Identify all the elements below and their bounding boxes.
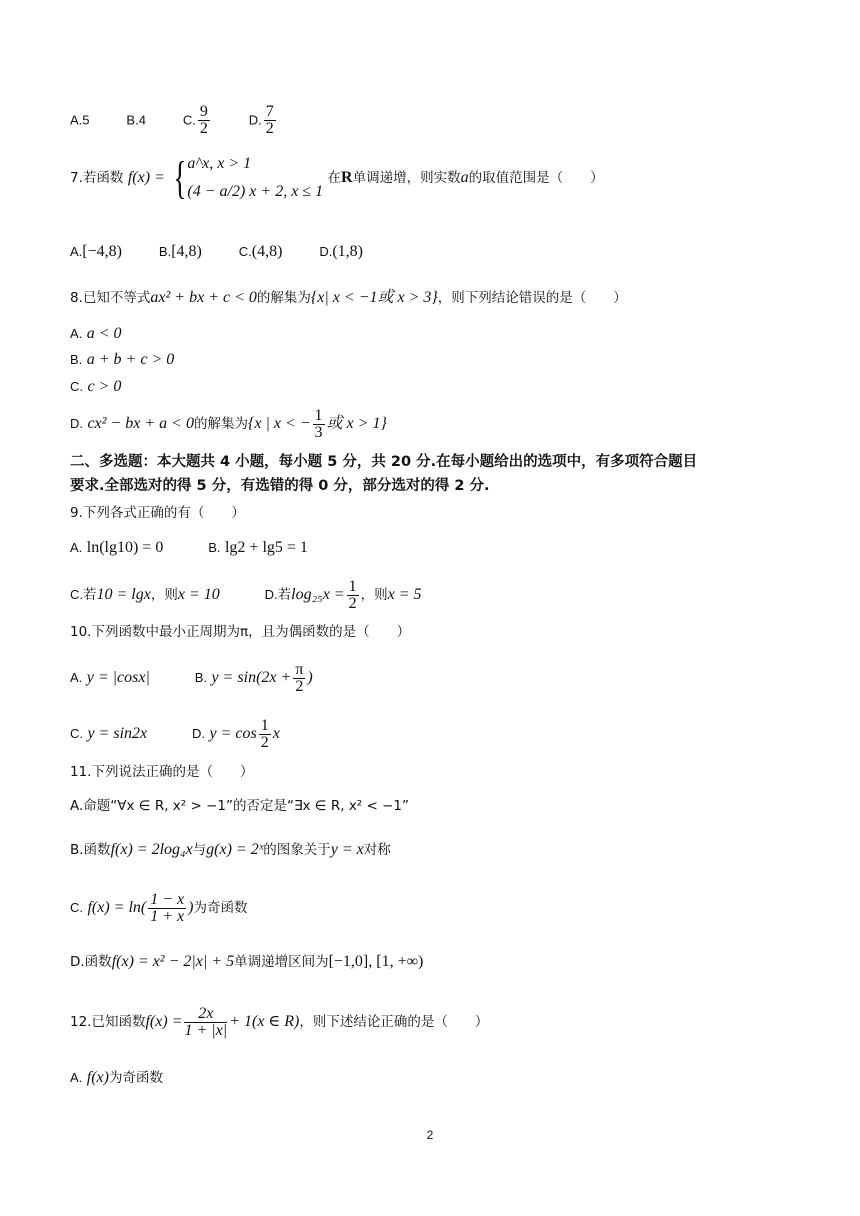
q9-option-a: ln(lg10) = 0 xyxy=(86,539,164,556)
q6-option-b: B.4 xyxy=(126,112,146,128)
q8-option-d: D. cx² − bx + a < 0的解集为{x | x < − $\frac{1}{3}$ 或 x > 1} xyxy=(70,406,387,441)
page-number: 2 xyxy=(426,1128,434,1142)
q7-stem: 7.若函数 f(x) = { a^x, x > 1 (4 − a/2) x + 2, x ≤ 1 在R单调递增，则实数a的取值范围是（ ） xyxy=(70,150,604,206)
q9-stem: 9.下列各式正确的有（ ） xyxy=(70,505,245,521)
q8-option-a: A. a < 0 xyxy=(70,325,122,342)
q6-options: A.5 B.4 C. $\frac{9}{2}$ D. $\frac{7}{2}$ xyxy=(70,103,274,137)
q12-stem: 12.已知函数f(x) = $\frac{2x}{1 + |x|}$ + 1(x ∈ R)，则下述结论正确的是（ ） xyxy=(70,1004,489,1039)
q6-option-d: $\frac{7}{2}$ xyxy=(265,103,274,137)
q7-piecewise: a^x, x > 1 (4 − a/2) x + 2, x ≤ 1 xyxy=(187,155,324,200)
q7-brace: { xyxy=(173,152,187,203)
q8-option-c: C. c > 0 xyxy=(70,378,122,395)
q9-options-ab: A. ln(lg10) = 0 B. lg2 + lg5 = 1 xyxy=(70,539,308,556)
q7-options: A.[−4,8) B.[4,8) C.(4,8) D.(1,8) xyxy=(70,243,363,260)
section-heading: 二、多选题：本大题共 4 小题，每小题 5 分，共 20 分.在每小题给出的选项中，有多项符合题目 要求.全部选对的得 5 分，有选错的得 0 分，部分选对的得 2 分. xyxy=(70,454,698,494)
q12-option-a: A. f(x)为奇函数 xyxy=(70,1069,163,1086)
q9-option-b: lg2 + lg5 = 1 xyxy=(224,539,308,556)
q7-option-c: (4,8) xyxy=(251,243,283,260)
q7-option-d: (1,8) xyxy=(332,243,363,260)
q10-option-a: y = |cosx| xyxy=(86,669,150,686)
q10-options-cd: C. y = sin2x D. y = cos $\frac{1}{2}$ x xyxy=(70,716,280,751)
q11-option-c: C. f(x) = ln( $\frac{1 - x}{1 + x}$ )为奇函数 xyxy=(70,890,248,925)
q10-stem: 10.下列函数中最小正周期为π，且为偶函数的是（ ） xyxy=(70,624,411,640)
q11-option-d: D.函数f(x) = x² − 2|x| + 5单调递增区间为[−1,0], [1, +∞) xyxy=(70,953,424,970)
q11-option-a: A.命题“∀x ∈ R, x² > −1”的否定是“∃x ∈ R, x² < −1” xyxy=(70,798,410,814)
q9-options-cd: C.若10 = lgx，则x = 10 D.若log₂₅x = $\frac{1}{2}$ ，则x = 5 xyxy=(70,577,422,612)
q8-option-b: B. a + b + c > 0 xyxy=(70,351,175,368)
q6-option-c: $\frac{9}{2}$ xyxy=(199,103,208,137)
q11-option-b: B.函数f(x) = 2log₄x与g(x) = 2ˣ的图象关于y = x对称 xyxy=(70,841,391,858)
q10-options-ab: A. y = |cosx| B. y = sin(2x + $\frac{\pi}{2}$ ) xyxy=(70,660,313,695)
q10-option-c: y = sin2x xyxy=(87,725,148,742)
q11-stem: 11.下列说法正确的是（ ） xyxy=(70,764,254,780)
q7-option-a: [−4,8) xyxy=(82,243,122,260)
q6-option-a: A.5 xyxy=(70,112,90,128)
q10-option-d: y = cos xyxy=(209,725,257,742)
q7-option-b: [4,8) xyxy=(171,243,202,260)
q10-option-b: y = sin(2x + xyxy=(211,669,292,686)
q8-stem: 8.已知不等式ax² + bx + c < 0的解集为{x| x < −1或 x > 3}，则下列结论错误的是（ ） xyxy=(70,289,627,306)
